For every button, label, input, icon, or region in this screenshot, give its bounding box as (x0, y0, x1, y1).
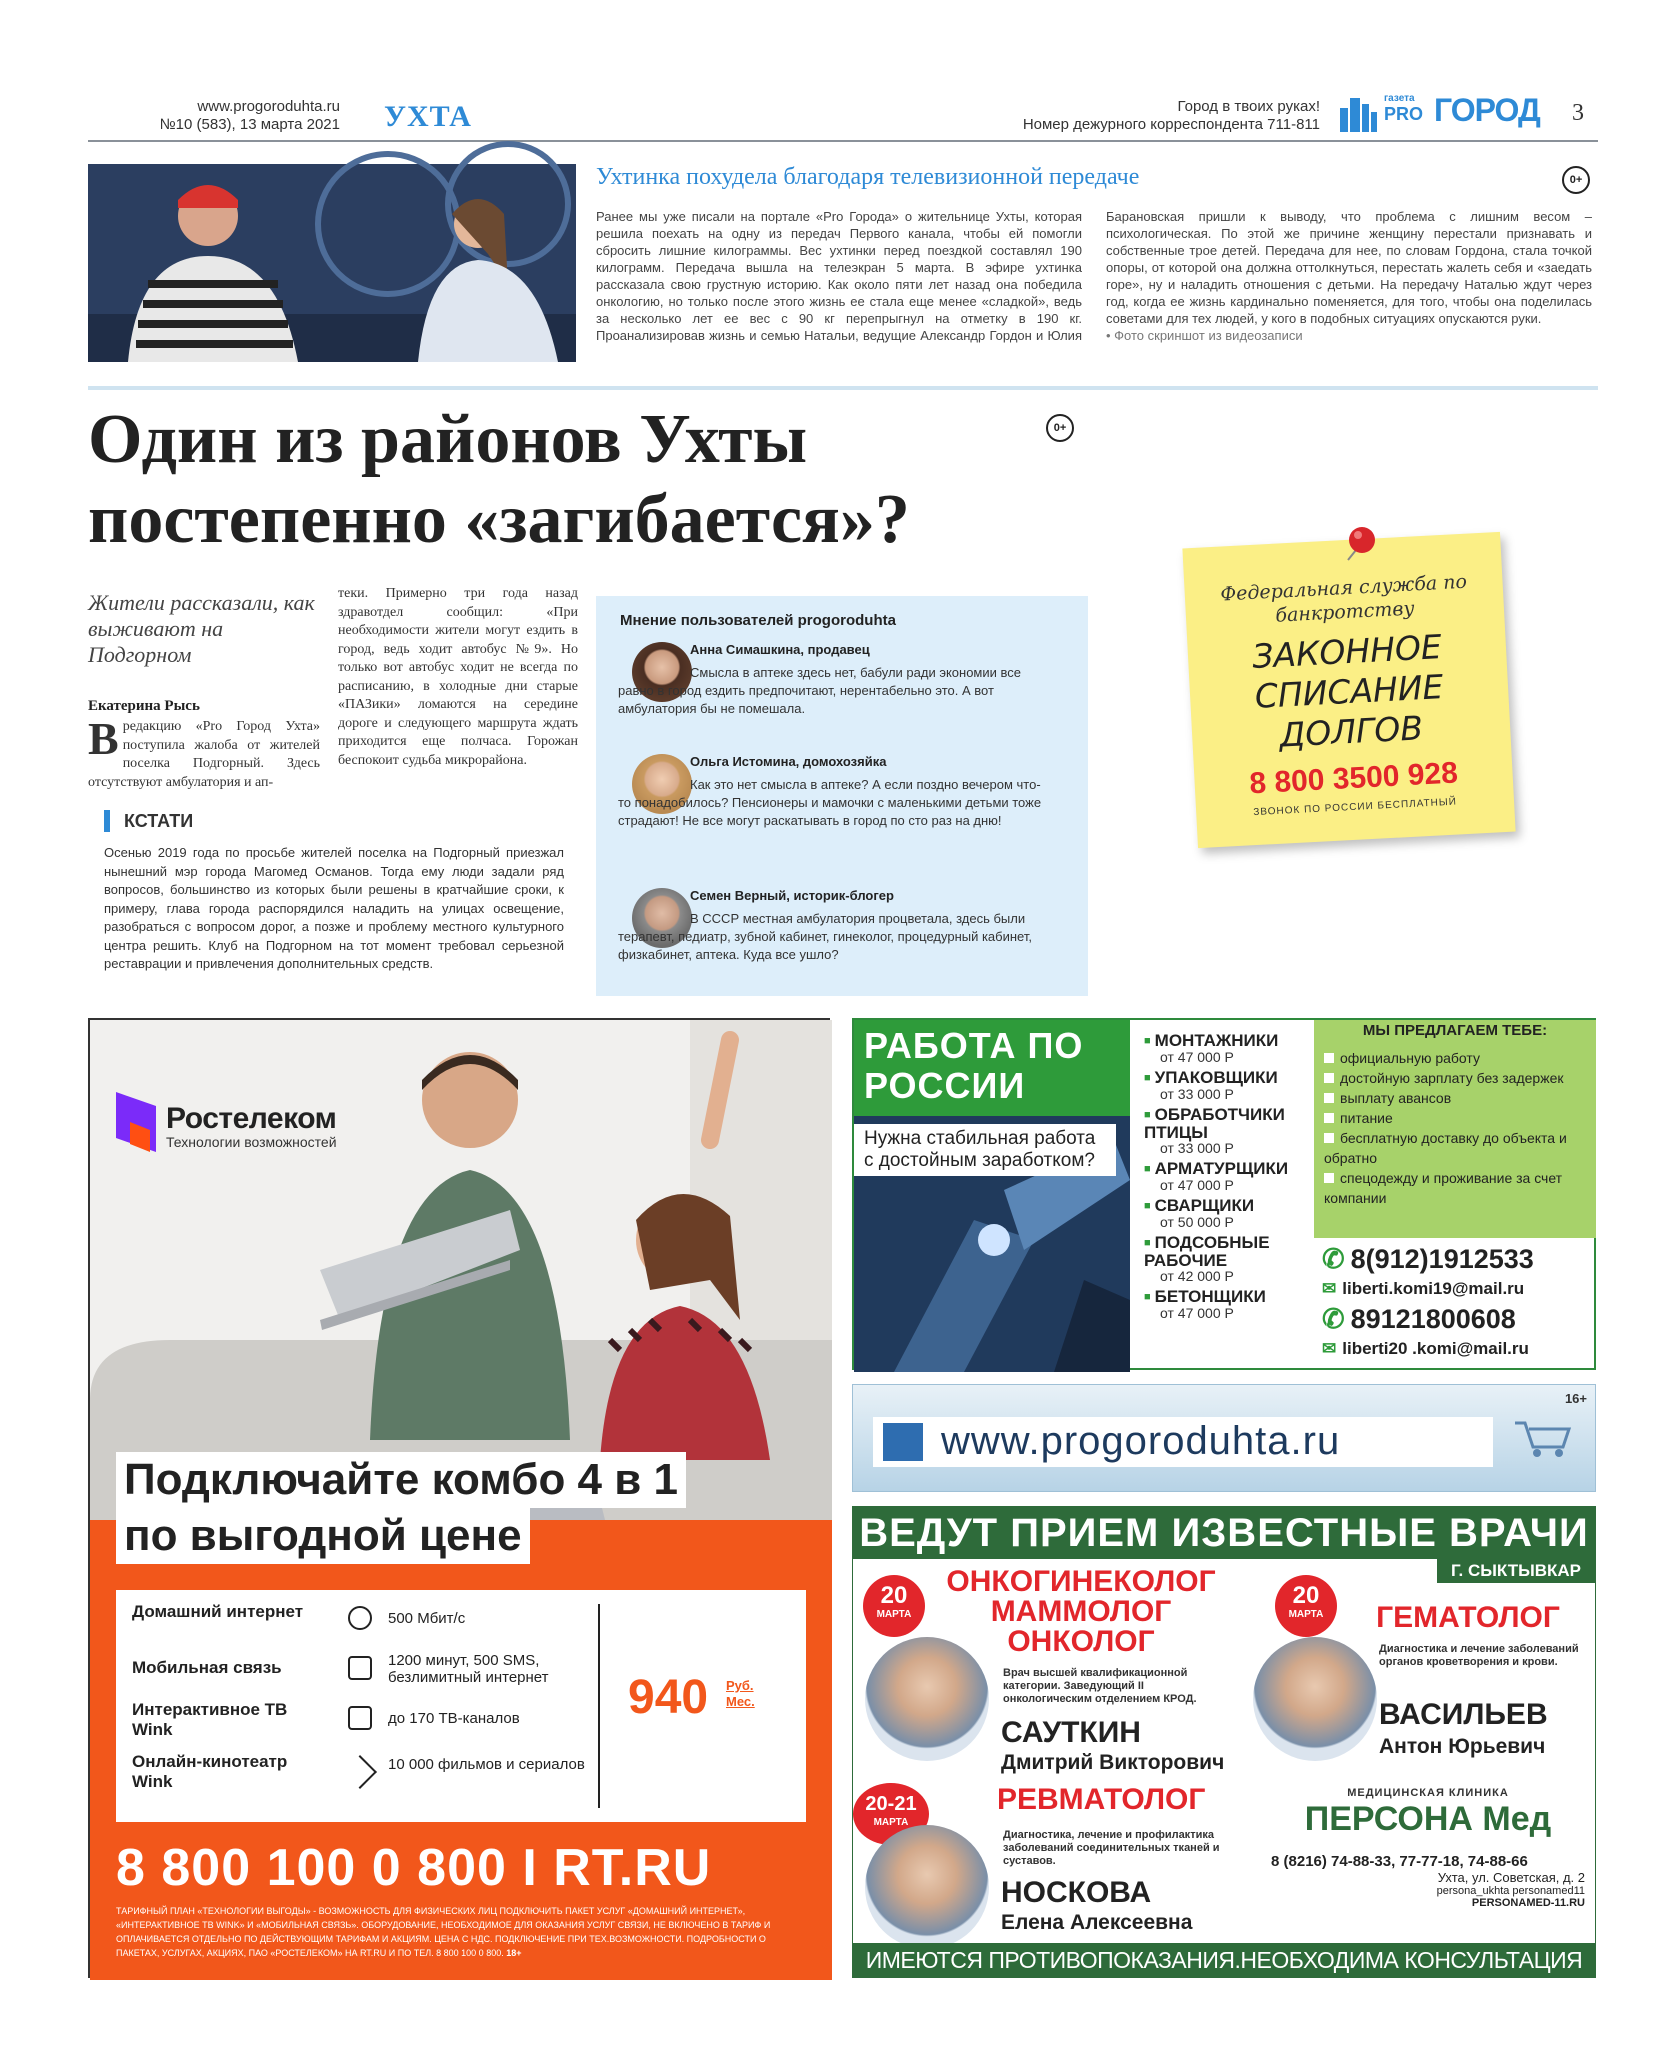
opinion-text: В СССР местная амбулатория процветала, здесь были терапевт, педиатр, зубной кабинет, гинеколог, процедурный кабинет, физкабинет, аптека. Куда все ушло? (618, 911, 1032, 962)
job-name: ■ УПАКОВЩИКИ (1144, 1069, 1304, 1087)
rostelecom-logo-icon (116, 1092, 166, 1152)
offer-item: официальную работу (1324, 1048, 1592, 1068)
newspaper-logo (1338, 92, 1554, 136)
doc2-surname: ВАСИЛЬЕВ (1379, 1698, 1548, 1731)
site-age: 16+ (1564, 1391, 1587, 1406)
job-name: ■ СВАРЩИКИ (1144, 1197, 1304, 1215)
main-age-badge: 0+ (1046, 414, 1074, 442)
doc3-spec: РЕВМАТОЛОГ (997, 1783, 1206, 1816)
site-logo-icon (883, 1423, 923, 1461)
fine-print-text: ТАРИФНЫЙ ПЛАН «ТЕХНОЛОГИИ ВЫГОДЫ» - ВОЗМОЖНОСТЬ ДЛЯ ФИЗИЧЕСКИХ ЛИЦ ПОДКЛЮЧИТЬ ПАКЕТ УСЛУГ «ДОМАШНИЙ ИНТЕРНЕТ», «ИНТЕРАКТИВНОЕ ТВ WINK» И «МОБИЛЬНАЯ СВЯЗЬ». ОБОРУДОВАНИЕ, НЕОБХОДИМОЕ ДЛЯ ОКАЗАНИЯ УСЛУГ СВЯЗИ, НЕ ВКЛЮЧЕНО В ТАРИФ И ОПЛАЧИВАЕТСЯ ОТДЕЛЬНО ПО ДЕЙСТВУЮЩИМ ТАРИФАМ И АКЦИЯМ. ЦЕНА С НДС. ПОДКЛЮЧЕНИЕ ПРИ ТЕХ.ВОЗМОЖНОСТИ. ПОДРОБНОСТИ О ПАКЕТАХ, УСЛУГАХ, АКЦИЯХ, ПАО «РОСТЕЛЕКОМ» НА RT.RU И ПО ТЕЛ. 8 800 100 0 800. (116, 1906, 771, 1958)
clinic-label: МЕДИЦИНСКАЯ КЛИНИКА (1347, 1787, 1509, 1799)
city-buildings-icon (1338, 94, 1378, 134)
rostelecom-price: 940 (628, 1671, 709, 1724)
jobs-photo-panel (854, 1020, 1130, 1372)
sticky-phone: 8 800 3500 928 (1248, 756, 1459, 801)
phone-icon: ✆ (1322, 1304, 1345, 1334)
header-info (130, 98, 340, 134)
mail1-text: liberti.komi19@mail.ru (1342, 1279, 1525, 1298)
sticky-line2: ЗАКОННОЕ СПИСАНИЕ ДОЛГОВ (1251, 627, 1445, 755)
job-salary: от 47 000 Р (1160, 1305, 1234, 1321)
site-url: www.progoroduhta.ru (941, 1419, 1341, 1463)
doc1-spec1: ОНКОГИНЕКОЛОГ (946, 1565, 1216, 1598)
doc2-spec: ГЕМАТОЛОГ (1376, 1601, 1560, 1634)
service-name: Онлайн-кинотеатр Wink (132, 1752, 288, 1791)
job-item (1144, 1106, 1304, 1156)
doc3-month: МАРТА (873, 1817, 909, 1828)
header-rule (88, 140, 1598, 142)
doc1-date (863, 1575, 925, 1637)
doc2-photo (1253, 1637, 1377, 1761)
offer-panel (1314, 1020, 1596, 1238)
header-issue: №10 (583), 13 марта 2021 (159, 116, 340, 133)
rostelecom-headline (116, 1452, 686, 1564)
clinic-socials: persona_ukhta personamed11 (1436, 1885, 1585, 1897)
main-article-title: Один из районов Ухты постепенно «загибается»? (88, 401, 910, 558)
shopping-cart-icon (1513, 1419, 1573, 1459)
rostelecom-headline2: по выгодной цене (116, 1508, 530, 1564)
offer-item: достойную зарплату без задержек (1324, 1068, 1592, 1088)
clinic-site: PERSONAMED-11.RU (1471, 1897, 1585, 1909)
tv-show-photo (88, 164, 576, 362)
push-pin-icon (1342, 520, 1382, 560)
doc2-date (1275, 1575, 1337, 1637)
chevron-icon (343, 1755, 377, 1789)
article1-caption: • Фото скриншот из видеозаписи (1106, 328, 1303, 343)
header-slogan-block (900, 98, 1320, 134)
jobs-question: Нужна стабильная работа с достойным заработком? (854, 1124, 1116, 1176)
sticky-note: ЗВОНОК ПО РОССИИ БЕСПЛАТНЫЙ (1253, 796, 1458, 819)
rostelecom-fine-print (116, 1904, 806, 1960)
doc2-desc: Диагностика и лечение заболеваний органов кроветворения и крови. (1379, 1643, 1579, 1668)
job-item (1144, 1160, 1304, 1193)
opinion-author: Ольга Истомина, домохозяйка (690, 754, 887, 769)
doc2-name: Антон Юрьевич (1379, 1735, 1546, 1758)
logo-small: газета (1384, 93, 1415, 104)
opinion-author: Анна Симашкина, продавец (690, 642, 870, 657)
mail2-text: liberti20 .komi@mail.ru (1342, 1339, 1529, 1358)
doctors-ad (852, 1506, 1596, 2007)
offer-item: спецодежду и проживание за счет компании (1324, 1168, 1592, 1208)
doc3-photo (865, 1825, 989, 1949)
job-name: ■ ПОДСОБНЫЕ РАБОЧИЕ (1144, 1234, 1304, 1269)
drop-cap: В (88, 713, 119, 764)
logo-label (1384, 94, 1423, 124)
divider (598, 1604, 600, 1808)
offer-title: МЫ ПРЕДЛАГАЕМ ТЕБЕ: (1314, 1020, 1596, 1039)
job-salary: от 50 000 Р (1160, 1214, 1234, 1230)
service-value: 1200 минут, 500 SMS, безлимитный интернет (388, 1652, 549, 1686)
job-item (1144, 1069, 1304, 1102)
doc3-name: Елена Алексеевна (1001, 1911, 1193, 1934)
job-item (1144, 1197, 1304, 1230)
article1-age-badge: 0+ (1562, 166, 1590, 194)
page-number: 3 (1572, 100, 1584, 126)
doc3-day: 20-21 (865, 1793, 917, 1815)
rostelecom-headline1: Подключайте комбо 4 в 1 (116, 1452, 686, 1508)
jobs-title-panel (854, 1020, 1130, 1116)
service-name: Мобильная связь (132, 1658, 282, 1677)
doc1-spec3: ОНКОЛОГ (1007, 1625, 1155, 1658)
service-value: 10 000 фильмов и сериалов (388, 1756, 585, 1773)
site-banner (852, 1384, 1596, 1492)
doc1-specialties (923, 1567, 1239, 1657)
rostelecom-tagline: Технологии возможностей (166, 1134, 337, 1150)
clinic-name: ПЕРСОНА Мед (1304, 1800, 1552, 1838)
rostelecom-price-unit (726, 1678, 755, 1710)
jobs-mail1 (1322, 1276, 1592, 1302)
section-divider (88, 386, 1598, 390)
doctors-title: ВЕДУТ ПРИЕМ ИЗВЕСТНЫЕ ВРАЧИ (853, 1507, 1595, 1559)
jobs-contacts (1322, 1242, 1592, 1362)
rostelecom-phone: 8 800 100 0 800 I RT.RU (116, 1839, 712, 1897)
jobs-title: РАБОТА ПО РОССИИ (864, 1025, 1084, 1106)
phone1-text: 8(912)1912533 (1350, 1244, 1534, 1274)
globe-icon (348, 1606, 372, 1630)
rostelecom-services-box (116, 1590, 806, 1822)
rostelecom-age: 18+ (506, 1948, 522, 1958)
jobs-phone1 (1322, 1242, 1592, 1276)
doc1-day: 20 (880, 1582, 908, 1609)
doc3-surname: НОСКОВА (1001, 1876, 1152, 1909)
doc3-desc: Диагностика, лечение и профилактика заболеваний соединительных тканей и суставов. (1003, 1829, 1220, 1867)
header-site: www.progoroduhta.ru (197, 98, 340, 115)
sticky-line1: Федеральная служба по банкротству (1219, 570, 1468, 627)
mail-icon: ✉ (1322, 1339, 1337, 1358)
doc1-spec2: МАММОЛОГ (990, 1595, 1172, 1628)
price-unit-rub: Руб. (726, 1678, 754, 1693)
offer-item: бесплатную доставку до объекта и обратно (1324, 1128, 1592, 1168)
phone-icon: ✆ (1322, 1244, 1345, 1274)
main-lead: Жители рассказали, как выживают на Подгорном (88, 590, 315, 667)
rostelecom-ad (88, 1018, 830, 1978)
header-city: УХТА (384, 100, 472, 133)
job-name: ■ АРМАТУРЩИКИ (1144, 1160, 1304, 1178)
clinic-address: Ухта, ул. Советская, д. 2 (1437, 1870, 1585, 1885)
phone2-text: 89121800608 (1350, 1304, 1516, 1334)
tv-studio-image (88, 164, 576, 362)
phone-icon (348, 1656, 372, 1680)
service-name: Домашний интернет (132, 1602, 304, 1621)
opinion-text: Как это нет смысла в аптеке? А если поздно вечером что-то понадобилось? Пенсионеры и мамочки с маленькими детьми тоже страдают! Не все могут раскатывать в город по сто раз на дню! (618, 777, 1042, 828)
bankruptcy-ad (1182, 532, 1515, 848)
job-item (1144, 1288, 1304, 1321)
price-unit-month: Мес. (726, 1694, 755, 1709)
job-salary: от 33 000 Р (1160, 1140, 1234, 1156)
doctors-disclaimer: ИМЕЮТСЯ ПРОТИВОПОКАЗАНИЯ.НЕОБХОДИМА КОНСУЛЬТАЦИЯ СПЕЦИАЛИСТА (853, 1943, 1595, 1977)
jobs-list (1144, 1032, 1304, 1325)
doc1-month: МАРТА (876, 1609, 912, 1620)
rostelecom-brand: Ростелеком (166, 1102, 337, 1135)
opinion-author: Семен Верный, историк-блогер (690, 888, 894, 903)
opinions-box (596, 596, 1088, 996)
offer-item: выплату авансов (1324, 1088, 1592, 1108)
tv-icon (348, 1706, 372, 1730)
main-body1-text: редакцию «Pro Город Ухта» поступила жалоба от жителей поселка Подгорный. Здесь отсутствуют амбулатория и ап- (88, 719, 320, 790)
article1-headline: Ухтинка похудела благодаря телевизионной передаче (596, 164, 1140, 190)
job-salary: от 47 000 Р (1160, 1049, 1234, 1065)
main-author: Екатерина Рысь (88, 698, 200, 714)
job-salary: от 33 000 Р (1160, 1086, 1234, 1102)
opinion-text: Смысла в аптеке здесь нет, бабули ради экономии все равно в город ездить предпочитают, нерентабельно это. А вот амбулатория бы не помешала. (618, 665, 1021, 716)
service-value: до 170 ТВ-каналов (388, 1710, 520, 1727)
job-item (1144, 1234, 1304, 1284)
article1-text: Ранее мы уже писали на портале «Pro Города» о жительнице Ухты, которая решила поехать на одну из передач Первого канала, чтобы ей помогли сбросить лишние килограммы. Вес ухтинки перед поездкой составлял 190 килограмм. Передача вышла на телеэкран 5 марта. В эфире ухтинка рассказала свою грустную историю. Как около пяти лет назад она победила онкологию, но только после этого жизнь ее стала еще менее «сладкой», ведь за несколько лет ее вес с 90 кг перепрыгнул на отметку в 190 кг. Проанализировав жизнь и семью Натальи, ведущие Александр Гордон и Юлия Барановская пришли к выводу, что проблема с лишним весом – психологическая. По этой же причине женщину перестали признавать и собственные трое детей. Передача для нее, по словам Гордона, стала точкой опоры, от которой она должна оттолкнуться, перестать жалеть себя и «заедать горе», ну и наладить отношения с детьми. На передачу Наталью ждут через год, когда ее жизнь кардинально поменяется, для того, чтобы она поделилась советами для тех людей, у кого в подобных ситуациях опускаются руки. (596, 209, 1592, 343)
service-name: Интерактивное ТВ Wink (132, 1700, 288, 1739)
logo-pro: PRO (1384, 104, 1424, 124)
job-salary: от 42 000 Р (1160, 1268, 1234, 1284)
main-body-col1 (88, 713, 320, 792)
doc2-month: МАРТА (1288, 1609, 1324, 1620)
kstati-label: КСТАТИ (104, 810, 193, 832)
header-hotline: Номер дежурного корреспондента 711-811 (1022, 116, 1320, 133)
offer-item: питание (1324, 1108, 1592, 1128)
doc1-surname: САУТКИН (1001, 1716, 1141, 1749)
doc1-photo (865, 1637, 989, 1761)
doctors-city: Г. СЫКТЫВКАР (1437, 1559, 1595, 1583)
jobs-ad (852, 1018, 1596, 1370)
opinions-title: Мнение пользователей progoroduhta (620, 612, 896, 629)
mail-icon: ✉ (1322, 1279, 1337, 1298)
clinic-phones: 8 (8216) 74-88-33, 77-77-18, 74-88-66 (1271, 1853, 1528, 1870)
service-value: 500 Мбит/с (388, 1610, 466, 1627)
article1-body (596, 208, 1592, 344)
header-slogan: Город в твоих руках! (1177, 98, 1320, 115)
main-body-col2: теки. Примерно три года назад здравотдел сообщил: «При необходимости жители могут ездить в город, ведь ходит автобус №9». Но только вот автобус ходит не всегда по расписанию, в холодные дни старые «ПАЗики» ломаются на середине дороге и следующего маршрута ждать приходится еще полчаса. Горожан беспокоит судьба микрорайона. (338, 586, 578, 768)
doc2-day: 20 (1292, 1582, 1320, 1609)
doc1-name: Дмитрий Викторович (1001, 1751, 1225, 1774)
job-name: ■ МОНТАЖНИКИ (1144, 1032, 1304, 1050)
job-name: ■ БЕТОНЩИКИ (1144, 1288, 1304, 1306)
jobs-mail2 (1322, 1336, 1592, 1362)
doc1-desc: Врач высшей квалификационной категории. Заведующий II онкологическим отделением КРОД. (1003, 1667, 1197, 1705)
job-name: ■ ОБРАБОТЧИКИ ПТИЦЫ (1144, 1106, 1304, 1141)
job-salary: от 47 000 Р (1160, 1177, 1234, 1193)
logo-big: ГОРОД (1434, 92, 1540, 128)
clinic-info (1271, 1787, 1585, 1909)
job-item (1144, 1032, 1304, 1065)
offer-list (1324, 1048, 1592, 1208)
kstati-body: Осенью 2019 года по просьбе жителей поселка на Подгорный приезжал нынешний мэр города Магомед Османов. Тогда ему люди задали ряд вопросов, большинство из которых были решены в кратчайшие сроки, к примеру, глава города распорядился наладить на улицах освещение, разобраться с вопросом дорог, а позже и проблему местного культурного центра решить. Клуб на Подгорном на тот момент требовал серьезной реставрации и привлечения дополнительных средств. (104, 845, 564, 971)
jobs-phone2 (1322, 1302, 1592, 1336)
